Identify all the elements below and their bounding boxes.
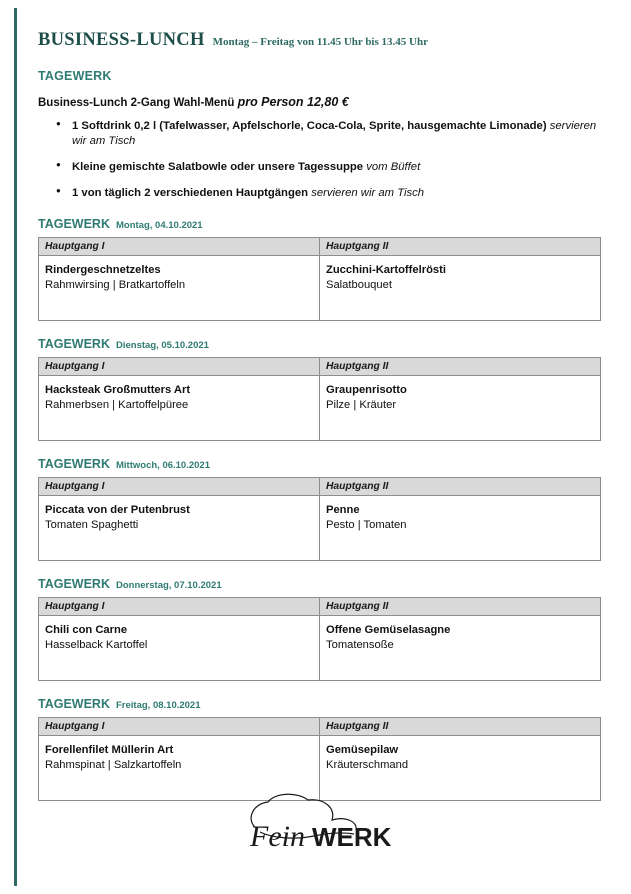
table-row (39, 255, 601, 320)
dish-name: Gemüsepilaw (326, 743, 399, 756)
list-item (72, 186, 601, 201)
table-header-row (39, 477, 601, 495)
dish-cell-2 (320, 615, 601, 680)
day-heading (38, 217, 601, 231)
page-subtitle: Montag – Freitag von 11.45 Uhr bis 13.45 Uhr (212, 36, 428, 48)
intro-section-label: TAGEWERK (38, 69, 112, 83)
dish-side: Rahmerbsen | Kartoffelpüree (45, 398, 189, 411)
offer-price: pro Person 12,80 € (237, 95, 349, 109)
day-heading (38, 697, 601, 711)
bullet-bold-text: Kleine gemischte Salatbowle oder unsere Tagessuppe (72, 160, 367, 173)
bullet-italic-text: servieren wir am Tisch (72, 120, 597, 147)
page-title: BUSINESS-LUNCH (38, 30, 205, 50)
column-header-hauptgang-2: Hauptgang II (320, 357, 601, 375)
day-heading (38, 577, 601, 591)
dish-side: Rahmspinat | Salzkartoffeln (45, 758, 182, 771)
logo-graphic (216, 786, 416, 856)
column-header-hauptgang-1: Hauptgang I (39, 717, 320, 735)
dish-name: Chili con Carne (45, 623, 128, 636)
day-section-label: TAGEWERK (38, 216, 110, 231)
day-heading (38, 457, 601, 471)
dish-side: Rahmwirsing | Bratkartoffeln (45, 278, 186, 291)
dish-side: Tomatensoße (326, 638, 394, 651)
dish-name: Offene Gemüselasagne (326, 623, 451, 636)
menu-table (38, 357, 601, 441)
table-header-row (39, 597, 601, 615)
menu-table (38, 597, 601, 681)
offer-text: Business-Lunch 2-Gang Wahl-Menü (38, 97, 238, 109)
document-content (38, 30, 601, 801)
column-header-hauptgang-2: Hauptgang II (320, 597, 601, 615)
column-header-hauptgang-1: Hauptgang I (39, 597, 320, 615)
bullet-italic-text: vom Büffet (366, 160, 421, 173)
table-header-row (39, 357, 601, 375)
dish-name: Piccata von der Putenbrust (45, 503, 190, 516)
column-header-hauptgang-1: Hauptgang I (39, 237, 320, 255)
dish-name: Graupenrisotto (326, 383, 407, 396)
dish-side: Pilze | Kräuter (326, 398, 397, 411)
bullet-bold-text: 1 Softdrink 0,2 l (Tafelwasser, Apfelschorle, Coca-Cola, Sprite, hausgemachte Limonade) (72, 120, 547, 132)
dish-cell-2 (320, 255, 601, 320)
dish-side: Tomaten Spaghetti (45, 518, 139, 531)
feinwerk-logo (216, 786, 416, 856)
dish-cell-1 (39, 375, 320, 440)
day-block-tuesday (38, 337, 601, 441)
day-date: Montag, 04.10.2021 (116, 219, 203, 231)
dish-side: Pesto | Tomaten (326, 518, 407, 531)
logo-bold-text: WERK (311, 822, 391, 852)
day-block-monday (38, 217, 601, 321)
dish-cell-2 (320, 495, 601, 560)
table-row (39, 615, 601, 680)
day-section-label: TAGEWERK (38, 456, 110, 471)
column-header-hauptgang-2: Hauptgang II (320, 717, 601, 735)
column-header-hauptgang-2: Hauptgang II (320, 237, 601, 255)
menu-table (38, 237, 601, 321)
dish-side: Salatbouquet (326, 278, 392, 291)
column-header-hauptgang-2: Hauptgang II (320, 477, 601, 495)
day-section-label: TAGEWERK (38, 576, 110, 591)
day-date: Mittwoch, 06.10.2021 (116, 459, 210, 471)
dish-cell-1 (39, 495, 320, 560)
column-header-hauptgang-1: Hauptgang I (39, 477, 320, 495)
day-date: Donnerstag, 07.10.2021 (116, 579, 222, 591)
day-date: Dienstag, 05.10.2021 (116, 339, 209, 351)
dish-name: Penne (326, 503, 360, 516)
table-header-row (39, 717, 601, 735)
menu-table (38, 477, 601, 561)
dish-side: Hasselback Kartoffel (45, 638, 148, 651)
logo-script-text: Fein (249, 820, 305, 853)
dish-name: Rindergeschnetzeltes (45, 263, 161, 276)
bullet-italic-text: servieren wir am Tisch (311, 186, 425, 199)
column-header-hauptgang-1: Hauptgang I (39, 357, 320, 375)
footer (0, 786, 631, 856)
list-item (72, 119, 601, 149)
list-item (72, 160, 601, 175)
dish-side: Kräuterschmand (326, 758, 409, 771)
intro-bullet-list (38, 119, 601, 201)
table-header-row (39, 237, 601, 255)
bullet-bold-text: 1 von täglich 2 verschiedenen Hauptgängen (72, 186, 312, 199)
dish-name: Zucchini-Kartoffelrösti (326, 263, 446, 276)
offer-line (38, 95, 601, 109)
table-row (39, 495, 601, 560)
page-accent-bar (14, 8, 17, 886)
day-section-label: TAGEWERK (38, 336, 110, 351)
dish-cell-1 (39, 255, 320, 320)
day-section-label: TAGEWERK (38, 696, 110, 711)
document-header (38, 30, 601, 51)
dish-cell-2 (320, 375, 601, 440)
dish-name: Hacksteak Großmutters Art (45, 383, 191, 396)
table-row (39, 375, 601, 440)
day-block-wednesday (38, 457, 601, 561)
dish-name: Forellenfilet Müllerin Art (45, 743, 174, 756)
day-heading (38, 337, 601, 351)
dish-cell-1 (39, 615, 320, 680)
day-date: Freitag, 08.10.2021 (116, 699, 201, 711)
day-block-thursday (38, 577, 601, 681)
